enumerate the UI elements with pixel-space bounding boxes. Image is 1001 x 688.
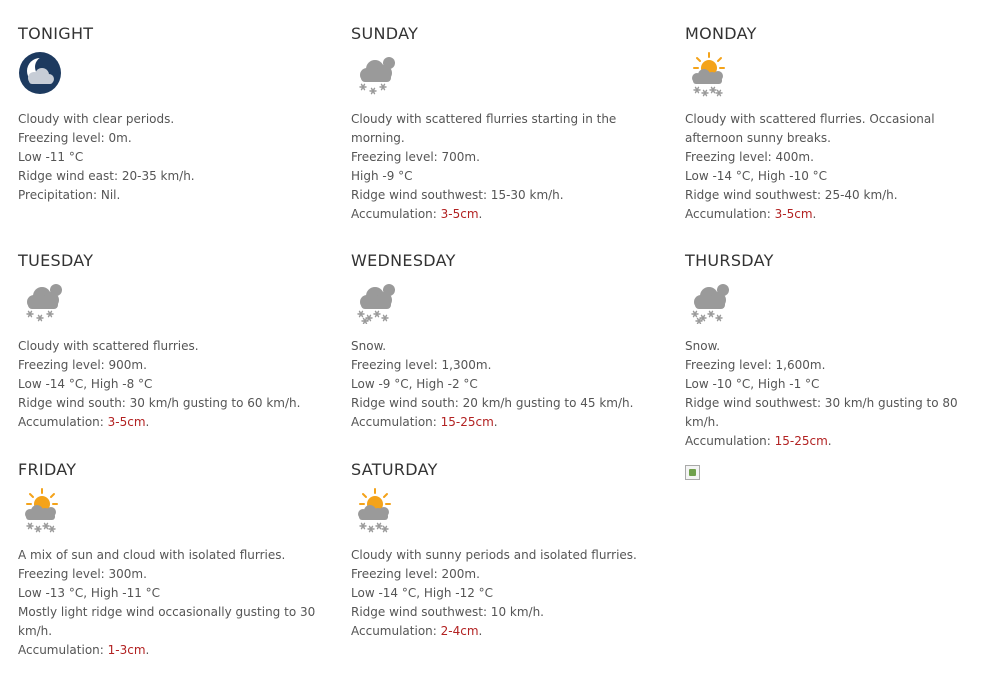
freezing-level: Freezing level: 200m. <box>351 567 480 581</box>
accumulation <box>351 413 661 432</box>
sun-cloud-snow-icon <box>351 487 397 533</box>
temperature: Low -14 °C, High -12 °C <box>351 586 494 600</box>
accumulation-label: Accumulation: <box>351 624 441 638</box>
accumulation <box>351 622 661 641</box>
accumulation-value: 2-4cm <box>440 624 479 638</box>
forecast-summary: A mix of sun and cloud with isolated flurries. <box>18 548 286 562</box>
freezing-level: Freezing level: 1,600m. <box>685 358 826 372</box>
day-heading: TONIGHT <box>18 24 94 43</box>
accumulation-value: 1-3cm <box>107 643 146 657</box>
forecast-day-tuesday <box>18 252 328 432</box>
freezing-level: Freezing level: 0m. <box>18 131 132 145</box>
temperature: Low -14 °C, High -10 °C <box>685 169 828 183</box>
accumulation-label: Accumulation: <box>685 207 775 221</box>
forecast-day-tonight <box>18 25 328 205</box>
forecast-day-friday <box>18 461 328 660</box>
broken-image-glyph <box>689 469 696 476</box>
day-heading: THURSDAY <box>685 251 774 270</box>
accumulation-value: 3-5cm <box>440 207 479 221</box>
ridge-wind: Ridge wind southwest: 10 km/h. <box>351 605 544 619</box>
accumulation-value: 15-25cm <box>774 434 828 448</box>
day-heading: TUESDAY <box>18 251 94 270</box>
sun-cloud-snow-icon <box>18 487 64 533</box>
accumulation-end: . <box>812 207 817 221</box>
precipitation: Precipitation: Nil. <box>18 188 121 202</box>
accumulation-value: 3-5cm <box>774 207 813 221</box>
freezing-level: Freezing level: 400m. <box>685 150 814 164</box>
cloud-heavy-snow-icon <box>351 278 397 324</box>
sun-cloud-snow-icon <box>685 51 731 97</box>
temperature: Low -10 °C, High -1 °C <box>685 377 820 391</box>
forecast-summary: Cloudy with scattered flurries. Occasional afternoon sunny breaks. <box>685 112 935 145</box>
ridge-wind: Ridge wind southwest: 15-30 km/h. <box>351 188 564 202</box>
ridge-wind: Ridge wind southwest: 30 km/h gusting to 80 km/h. <box>685 396 958 429</box>
accumulation-end: . <box>827 434 832 448</box>
accumulation-value: 3-5cm <box>107 415 146 429</box>
forecast-summary: Cloudy with scattered flurries starting in the morning. <box>351 112 617 145</box>
accumulation <box>685 432 995 451</box>
freezing-level: Freezing level: 700m. <box>351 150 480 164</box>
cloud-snow-icon <box>351 51 397 97</box>
ridge-wind: Ridge wind south: 20 km/h gusting to 45 km/h. <box>351 396 634 410</box>
temperature: High -9 °C <box>351 169 413 183</box>
day-heading: SATURDAY <box>351 460 438 479</box>
forecast-day-thursday <box>685 252 995 451</box>
forecast-day-wednesday <box>351 252 661 432</box>
accumulation-end: . <box>145 415 150 429</box>
forecast-summary: Cloudy with sunny periods and isolated flurries. <box>351 548 637 562</box>
ridge-wind: Mostly light ridge wind occasionally gusting to 30 km/h. <box>18 605 316 638</box>
day-heading: SUNDAY <box>351 24 419 43</box>
accumulation-label: Accumulation: <box>351 207 441 221</box>
accumulation-end: . <box>145 643 150 657</box>
forecast-summary: Snow. <box>685 339 721 353</box>
forecast-summary: Snow. <box>351 339 387 353</box>
accumulation-label: Accumulation: <box>18 643 108 657</box>
day-heading: WEDNESDAY <box>351 251 456 270</box>
freezing-level: Freezing level: 300m. <box>18 567 147 581</box>
freezing-level: Freezing level: 1,300m. <box>351 358 492 372</box>
forecast-summary: Cloudy with scattered flurries. <box>18 339 199 353</box>
temperature: Low -11 °C <box>18 150 84 164</box>
accumulation-label: Accumulation: <box>18 415 108 429</box>
accumulation <box>18 413 328 432</box>
day-heading: MONDAY <box>685 24 757 43</box>
forecast-day-sunday <box>351 25 661 224</box>
accumulation-label: Accumulation: <box>685 434 775 448</box>
broken-image-icon <box>685 465 700 480</box>
cloud-heavy-snow-icon <box>685 278 731 324</box>
temperature: Low -13 °C, High -11 °C <box>18 586 161 600</box>
accumulation-end: . <box>493 415 498 429</box>
forecast-summary: Cloudy with clear periods. <box>18 112 175 126</box>
ridge-wind: Ridge wind east: 20-35 km/h. <box>18 169 195 183</box>
accumulation-label: Accumulation: <box>351 415 441 429</box>
forecast-day-saturday <box>351 461 661 641</box>
accumulation <box>351 205 661 224</box>
accumulation <box>685 205 995 224</box>
forecast-day-monday <box>685 25 995 224</box>
cloud-snow-icon <box>18 278 64 324</box>
accumulation-value: 15-25cm <box>440 415 494 429</box>
ridge-wind: Ridge wind south: 30 km/h gusting to 60 km/h. <box>18 396 301 410</box>
temperature: Low -9 °C, High -2 °C <box>351 377 478 391</box>
temperature: Low -14 °C, High -8 °C <box>18 377 153 391</box>
accumulation-end: . <box>478 624 483 638</box>
ridge-wind: Ridge wind southwest: 25-40 km/h. <box>685 188 898 202</box>
freezing-level: Freezing level: 900m. <box>18 358 147 372</box>
accumulation-end: . <box>478 207 483 221</box>
day-heading: FRIDAY <box>18 460 77 479</box>
moon-cloud-icon <box>18 51 64 97</box>
accumulation <box>18 641 328 660</box>
